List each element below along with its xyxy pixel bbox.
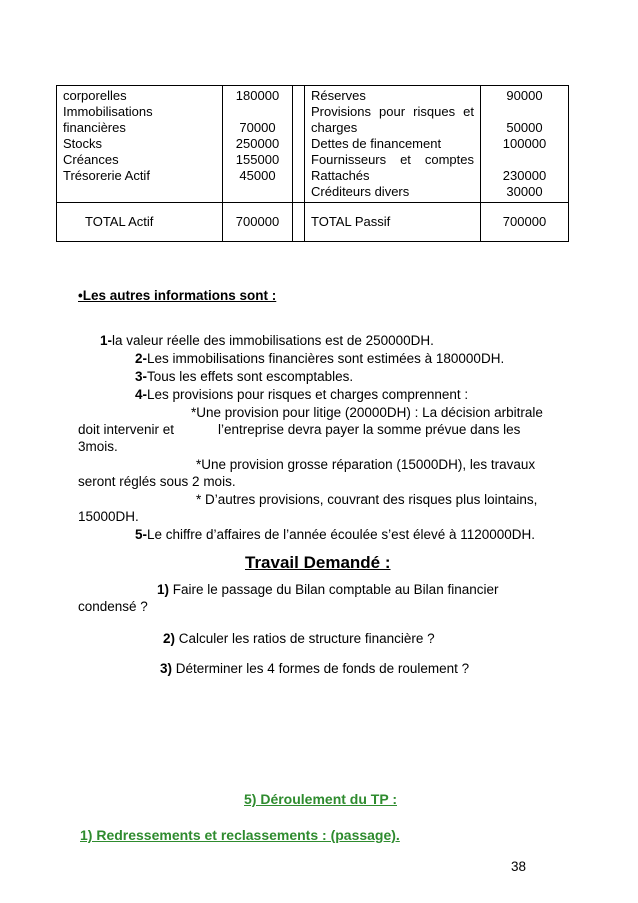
question-text: Faire le passage du Bilan comptable au Bilan financier (172, 582, 499, 597)
info-item-4 (135, 386, 468, 403)
question-number: 2) (163, 631, 176, 646)
passif-values-cell (481, 86, 569, 203)
actif-labels-cell (57, 86, 223, 203)
travail-title: Travail Demandé : (245, 553, 391, 572)
actif-label: Immobilisations (63, 104, 153, 119)
passif-value (487, 152, 562, 168)
provision-1-line-2b: l’entreprise devra payer la somme prévue dans les (218, 422, 521, 437)
actif-label: corporelles (63, 88, 127, 103)
total-actif-value: 700000 (223, 203, 293, 242)
item-number: 5- (135, 527, 148, 542)
passif-label: Dettes de financement (311, 136, 442, 151)
passif-value: 50000 (506, 120, 543, 135)
passif-labels-cell (305, 86, 481, 203)
passif-value: 100000 (502, 136, 547, 151)
item-text: Tous les effets sont escomptables. (147, 369, 354, 384)
provision-2-line-2: seront réglés sous 2 mois. (78, 474, 236, 489)
item-number: 3- (135, 369, 148, 384)
bilan-table (56, 85, 569, 242)
item-text: la valeur réelle des immobilisations est de 250000DH. (112, 333, 434, 348)
provision-3-line-2: 15000DH. (78, 509, 139, 524)
actif-value: 155000 (235, 152, 280, 167)
total-passif-label: TOTAL Passif (305, 203, 481, 242)
provision-2-line-1: *Une provision grosse réparation (15000DH), les travaux (196, 457, 536, 472)
total-actif-label: TOTAL Actif (57, 203, 223, 242)
info-item-2 (135, 350, 504, 367)
item-text: Les provisions pour risques et charges comprennent : (147, 387, 469, 402)
passif-label: Provisions pour risques et (311, 104, 474, 119)
item-text: Les immobilisations financières sont estimées à 180000DH. (147, 351, 505, 366)
bilan-body-row (57, 86, 569, 203)
actif-value: 45000 (239, 168, 276, 183)
actif-label: financières (63, 120, 126, 135)
info-item-1 (100, 332, 434, 349)
actif-value: 180000 (235, 88, 280, 103)
actif-label: Créances (63, 152, 119, 167)
passif-value: 230000 (502, 168, 547, 183)
question-number: 1) (157, 582, 170, 597)
actif-value (229, 104, 286, 120)
provision-1-line-3: 3mois. (78, 439, 118, 454)
autres-heading: •Les autres informations sont : (78, 288, 277, 303)
passif-label: charges (311, 120, 358, 135)
question-number: 3) (160, 661, 173, 676)
bilan-total-row (57, 203, 569, 242)
item-number: 2- (135, 351, 148, 366)
provision-1-line-2a: doit intervenir et (78, 422, 175, 437)
tp-subheading: 1) Redressements et reclassements : (passage). (80, 827, 400, 843)
provision-3-line-1: * D’autres provisions, couvrant des risques plus lointains, (196, 492, 538, 507)
info-item-5 (135, 526, 535, 543)
question-1-continuation: condensé ? (78, 599, 148, 614)
provision-1-line-1: *Une provision pour litige (20000DH) : La décision arbitrale (191, 405, 543, 420)
passif-value: 30000 (506, 184, 543, 199)
passif-label: Rattachés (311, 168, 370, 183)
passif-value: 90000 (506, 88, 543, 103)
tp-heading: 5) Déroulement du TP : (244, 791, 397, 807)
passif-label: Fournisseurs et comptes (311, 152, 474, 167)
question-2 (163, 630, 435, 647)
passif-label: Réserves (311, 88, 366, 103)
question-text: Déterminer les 4 formes de fonds de roulement ? (175, 661, 470, 676)
item-number: 1- (100, 333, 113, 348)
actif-value: 250000 (235, 136, 280, 151)
item-text: Le chiffre d’affaires de l’année écoulée s’est élevé à 1120000DH. (147, 527, 536, 542)
passif-value (487, 104, 562, 120)
question-text: Calculer les ratios de structure financière ? (178, 631, 435, 646)
actif-values-cell (223, 86, 293, 203)
total-passif-value: 700000 (481, 203, 569, 242)
passif-label: Créditeurs divers (311, 184, 410, 199)
question-1 (157, 581, 498, 598)
info-item-3 (135, 368, 353, 385)
actif-value: 70000 (239, 120, 276, 135)
column-gap (293, 203, 305, 242)
actif-label: Trésorerie Actif (63, 168, 150, 183)
column-gap (293, 86, 305, 203)
item-number: 4- (135, 387, 148, 402)
actif-label: Stocks (63, 136, 103, 151)
page-number: 38 (511, 859, 527, 874)
question-3 (160, 660, 469, 677)
